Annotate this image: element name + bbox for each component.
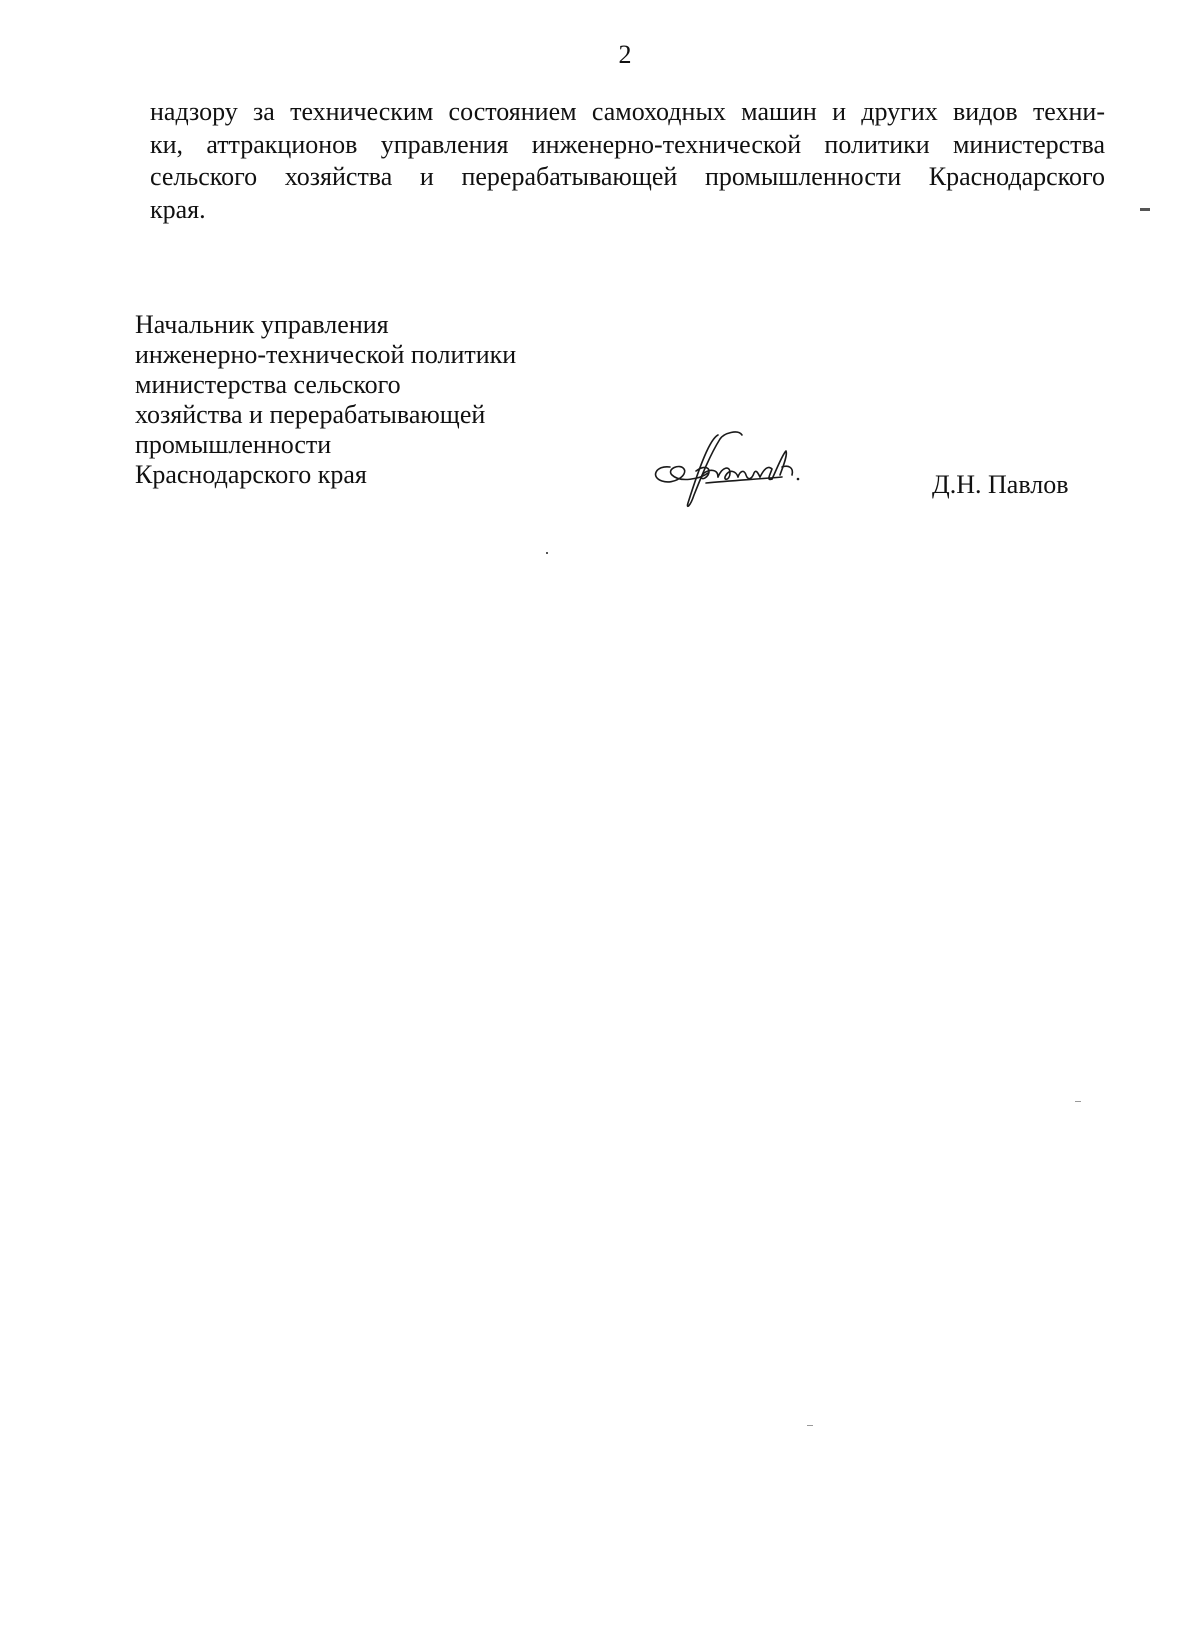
scan-artifact [807,1425,813,1426]
body-line: надзору за техническим состоянием самоходных машин и других видов техни- [150,97,1105,126]
position-line: хозяйства и перерабатывающей [135,400,486,429]
position-line: Начальник управления [135,310,389,339]
signatory-position [135,310,516,490]
signer-name: Д.Н. Павлов [932,470,1069,499]
position-line: Краснодарского края [135,460,367,489]
scan-artifact [546,552,548,554]
body-paragraph [150,96,1105,226]
page-number: 2 [618,40,632,69]
position-line: министерства сельского [135,370,401,399]
position-line: промышленности [135,430,332,459]
body-line: края. [150,194,206,224]
position-line: инженерно-технической политики [135,340,517,369]
body-line: ки, аттракционов управления инженерно-технической политики министерства [150,129,1105,159]
scan-artifact [1140,208,1150,211]
handwritten-signature [648,425,818,515]
scan-artifact [1075,1101,1081,1102]
body-line: сельского хозяйства и перерабатывающей промышленности Краснодарского [150,162,1105,191]
